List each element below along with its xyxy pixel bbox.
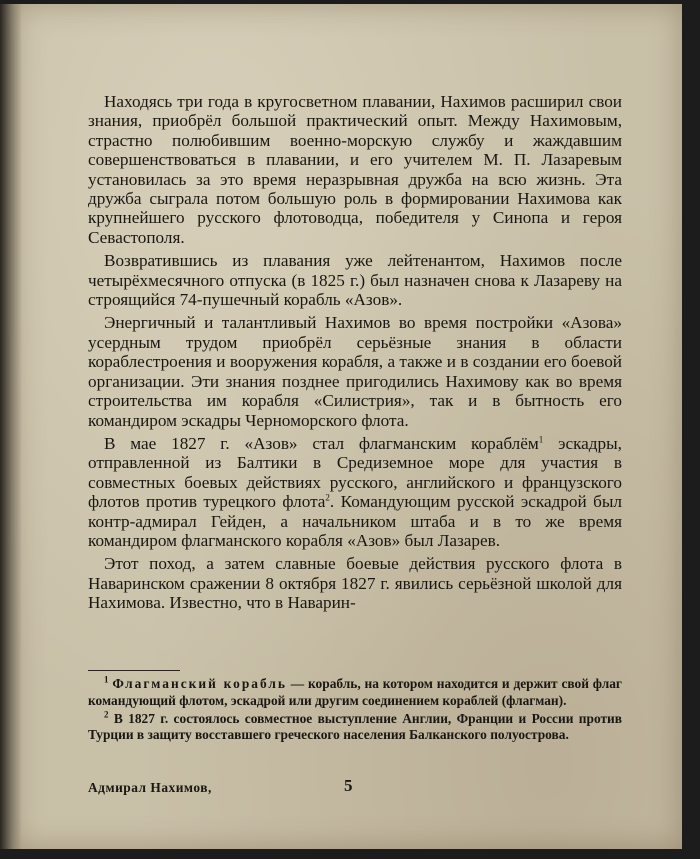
footnote-ref-1: 1: [538, 434, 544, 445]
footnote-ref-2: 2: [325, 492, 330, 503]
paragraph-2: Возвратившись из плавания уже лейтенантом, Нахимов после четырёхмесячного отпуска (в 1825 г.) был назначен снова к Лазареву на строящийся 74-пушечный корабль «Азов».: [88, 251, 622, 310]
paragraph-4-part-1: В мае 1827 г. «Азов» стал флагманским кораблём: [104, 433, 539, 453]
footnotes: [88, 676, 622, 745]
book-page: [14, 4, 682, 849]
running-title: Адмирал Нахимов,: [88, 780, 212, 795]
page-number: 5: [344, 776, 353, 795]
footnote-1-marker: 1: [104, 674, 109, 685]
footnote-1-term: Флагманский корабль: [112, 676, 287, 691]
paragraph-4-part-2: эскадры, отправленной из Балтики в Средиземное море для участия в совместных боевых действиях русского, английского и французского флотов против турецкого флота: [88, 433, 622, 512]
paragraph-5: Этот поход, а затем славные боевые действия русского флота в Наваринском сражении 8 октября 1827 г. явились серьёзной школой для Нахимова. Известно, что в Наварин-: [88, 554, 622, 613]
footnote-divider: [88, 670, 180, 671]
footnote-2: [88, 711, 622, 745]
footnote-1: [88, 676, 622, 710]
paragraph-3: Энергичный и талантливый Нахимов во время постройки «Азова» усердным трудом приобрёл серьёзные знания в области кораблестроения и вооружения корабля, а также и в создании его боевой организации. Эти знания позднее пригодились Нахимову как во время строительства им корабля «Силистрия», так и в бытность его командиром эскадры Черноморского флота.: [88, 313, 622, 430]
paragraph-1: Находясь три года в кругосветном плавании, Нахимов расширил свои знания, приобрёл большой практический опыт. Между Нахимовым, страстно полюбившим военно-морскую службу и жаждавшим совершенствоваться в плавании, и его учителем М. П. Лазаревым установилась за это время неразрывная дружба на всю жизнь. Эта дружба сыграла потом большую роль в формировании Нахимова как крупнейшего русского флотоводца, победителя у Синопа и героя Севастополя.: [88, 92, 622, 247]
footnote-2-text: В 1827 г. состоялось совместное выступление Англии, Франции и России против Турции в защиту восставшего греческого населения Балканского полуострова.: [88, 710, 622, 743]
footnote-2-marker: 2: [104, 709, 109, 720]
main-text: [88, 92, 622, 617]
paragraph-4-part-3: . Командующим русской эскадрой был контр-адмирал Гейден, а начальником штаба и в то же время командиром флагманского корабля «Азов» был Лазарев.: [88, 492, 622, 550]
footnote-1-text: — корабль, на котором находится и держит свой флаг командующий флотом, эскадрой или другим соединением кораблей (флагман).: [88, 676, 622, 708]
paragraph-4: [88, 434, 622, 550]
